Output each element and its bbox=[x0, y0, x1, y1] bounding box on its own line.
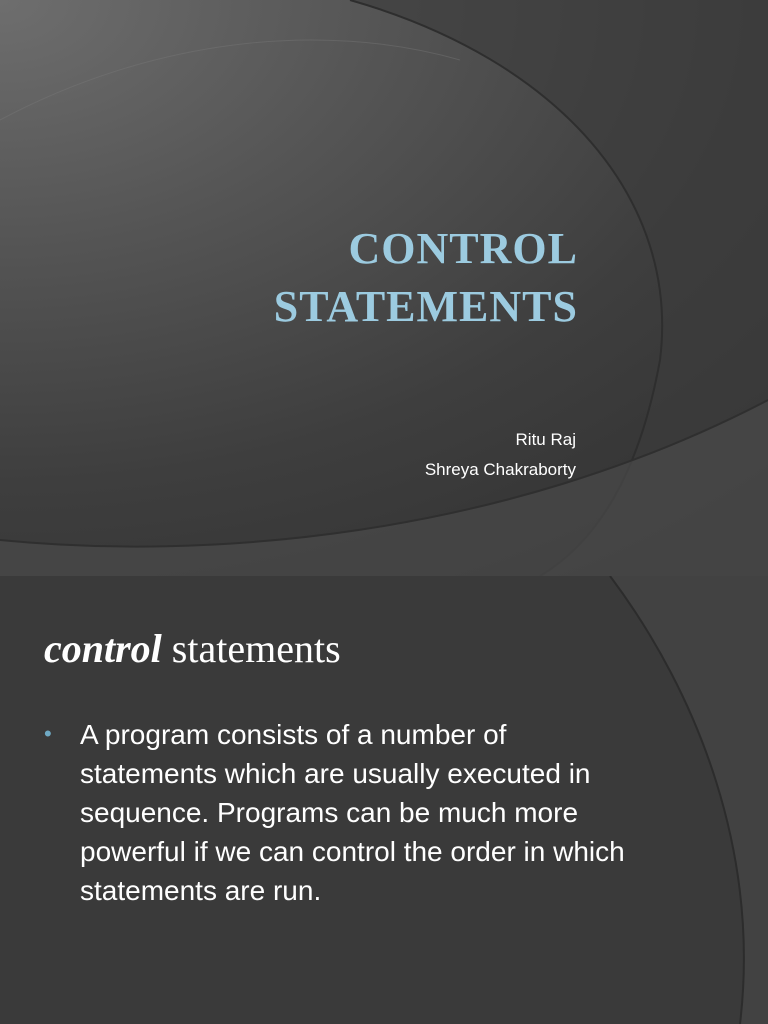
bullet-icon: • bbox=[44, 721, 52, 746]
slide-heading bbox=[44, 625, 341, 672]
author-list bbox=[425, 425, 576, 485]
slide-title-line2: STATEMENTS bbox=[273, 282, 578, 331]
slide-heading-emphasis: control bbox=[44, 626, 162, 671]
slide-title-line1: CONTROL bbox=[348, 224, 578, 273]
slide-title bbox=[274, 220, 578, 336]
bullet-item bbox=[44, 715, 644, 910]
slide-heading-rest: statements bbox=[161, 626, 341, 671]
author-name: Shreya Chakraborty bbox=[424, 460, 576, 479]
author-name: Ritu Raj bbox=[515, 430, 576, 449]
bullet-text: A program consists of a number of statements which are usually executed in sequence. Programs can be much more powerful if we can control the order in which statements are run. bbox=[80, 719, 625, 906]
